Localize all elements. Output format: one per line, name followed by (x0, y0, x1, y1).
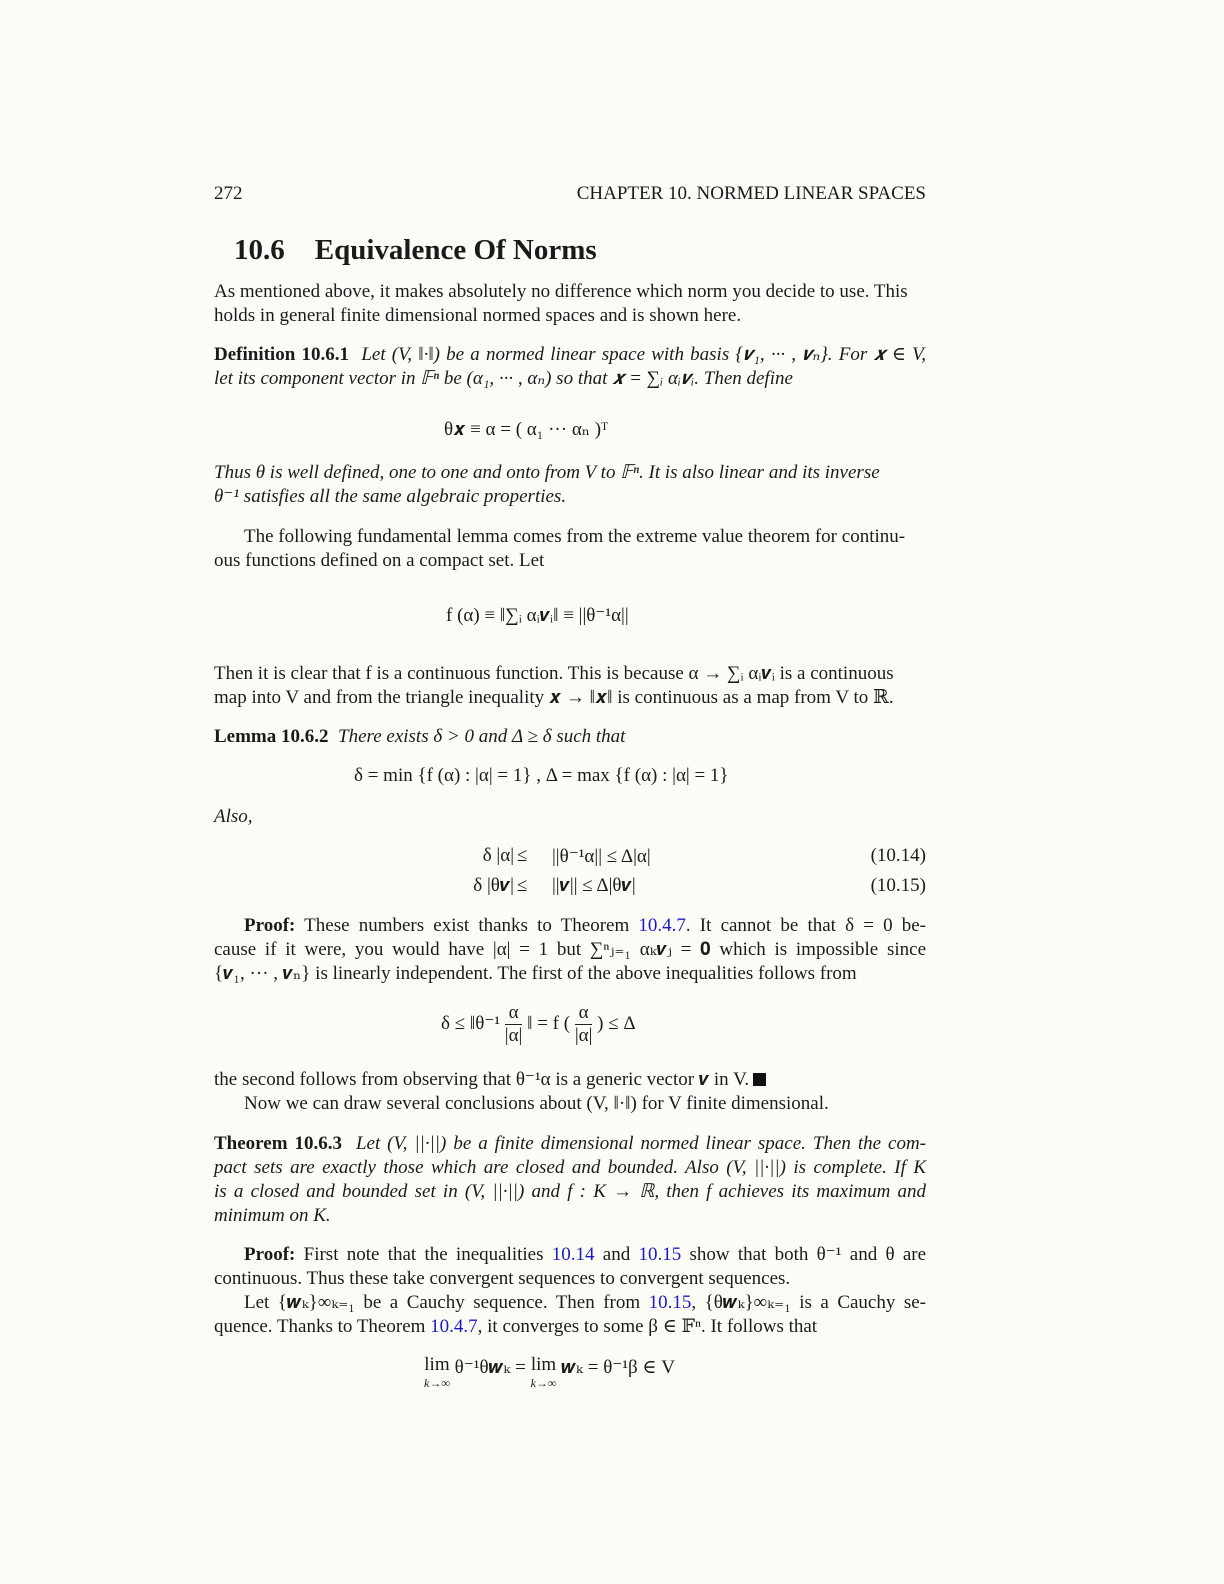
numerator: α (575, 1002, 593, 1025)
lim-text: lim (530, 1354, 557, 1375)
theorem-block (214, 1132, 926, 1228)
text-line: Thus θ is well defined, one to one and onto from V to 𝔽ⁿ. It is also linear and its inverse (214, 462, 880, 483)
text-line: θ⁻¹ satisfies all the same algebraic properties. (214, 486, 567, 507)
running-header: CHAPTER 10. NORMED LINEAR SPACES (576, 183, 926, 204)
qed-square-icon (753, 1073, 766, 1086)
page-number: 272 (214, 183, 243, 204)
text-line: let its component vector in 𝔽ⁿ be (α₁, ··· , αₙ) so that 𝒙 = ∑ᵢ αᵢ𝒗ᵢ. Then define (214, 368, 793, 389)
text-line: holds in general finite dimensional normed spaces and is shown here. (214, 305, 742, 326)
equation-number: (10.14) (870, 845, 926, 866)
text-span: show that both θ⁻¹ and θ are (689, 1244, 927, 1265)
eq-part: θ⁻¹θ𝒘ₖ = (454, 1357, 526, 1378)
definition-continuation (214, 461, 926, 509)
equation-link-10-15[interactable]: 10.15 (648, 1292, 692, 1313)
text-line: is a closed and bounded set in (V, ||·||) and f : K → ℝ, then f achieves its maximum and (214, 1181, 926, 1202)
text-span: First note that the inequalities (303, 1244, 544, 1265)
text-line: minimum on K. (214, 1205, 331, 1226)
text-span: These numbers exist thanks to Theorem (304, 915, 630, 936)
equation-number: (10.15) (870, 875, 926, 896)
proof-label: Proof: (244, 915, 296, 936)
text-span: and (602, 1244, 631, 1265)
ineq-relation: ≤ (517, 845, 528, 866)
text-span: , {θ𝒘ₖ}∞ₖ₌₁ is a Cauchy se- (691, 1292, 926, 1313)
theorem-label: Theorem 10.6.3 (214, 1133, 342, 1154)
theorem-proof (214, 1243, 926, 1339)
text-line: Then it is clear that f is a continuous function. This is because α → ∑ᵢ αᵢ𝒗ᵢ is a continuous (214, 663, 894, 684)
text-line: Let (V, ‖·‖) be a normed linear space with basis {𝒗₁, ··· , 𝒗ₙ}. For 𝒙 ∈ V, (361, 344, 926, 365)
ineq-rhs: ||θ⁻¹α|| ≤ Δ|α| (552, 846, 651, 867)
lemma-proof (214, 914, 926, 986)
ineq-lhs: δ |θ𝒗| (473, 875, 514, 896)
theorem-link-10-4-7[interactable]: 10.4.7 (638, 915, 686, 936)
lim-text: lim (424, 1354, 450, 1375)
limit-operator (531, 1356, 557, 1392)
limit-operator (424, 1356, 450, 1392)
also-text: Also, (214, 806, 253, 827)
text-line: The following fundamental lemma comes from the extreme value theorem for continu- (244, 526, 906, 547)
bound-equation (441, 1002, 636, 1047)
text-line: As mentioned above, it makes absolutely no difference which norm you decide to use. This (214, 281, 908, 302)
theorem-link-10-4-7[interactable]: 10.4.7 (430, 1316, 478, 1337)
eq-part: 𝒘ₖ = θ⁻¹β ∈ V (561, 1357, 675, 1378)
text-span: the second follows from observing that θ⁻¹α is a generic vector 𝒗 in V. (214, 1069, 750, 1090)
text-line: {𝒗₁, ··· , 𝒗ₙ} is linearly independent. The first of the above inequalities follows from (214, 963, 857, 984)
ineq-rhs: ||𝒗|| ≤ Δ|θ𝒗| (552, 875, 636, 896)
lim-subscript: k→∞ (530, 1376, 557, 1390)
section-number: 10.6 (234, 234, 285, 266)
equation-link-10-14[interactable]: 10.14 (551, 1244, 595, 1265)
fraction (575, 1002, 593, 1047)
f-definition-equation: f (α) ≡ ‖∑ᵢ αᵢ𝒗ᵢ‖ ≡ ||θ⁻¹α|| (446, 605, 629, 626)
denominator: |α| (504, 1025, 523, 1046)
definition-label: Definition 10.6.1 (214, 344, 349, 365)
section-heading (234, 234, 597, 267)
fraction (505, 1002, 523, 1047)
limit-equation (424, 1356, 675, 1392)
text-line: pact sets are exactly those which are closed and bounded. Also (V, ||·||) is complete. If K (214, 1157, 926, 1178)
intro-paragraph (214, 280, 926, 328)
ineq-relation: ≤ (517, 875, 528, 896)
eq-part: ) ≤ Δ (597, 1012, 636, 1034)
text-span: quence. Thanks to Theorem (214, 1316, 426, 1337)
numerator: α (505, 1002, 523, 1025)
text-span: , it converges to some β ∈ 𝔽ⁿ. It follows that (477, 1316, 818, 1337)
text-span: Let (V, ||·||) be a finite dimensional normed linear space. Then the com- (355, 1133, 926, 1154)
text-line: map into V and from the triangle inequality 𝒙 → ‖𝒙‖ is continuous as a map from V to ℝ. (214, 687, 894, 708)
section-title: Equivalence Of Norms (314, 234, 597, 266)
lemma-intro-paragraph-2 (214, 549, 926, 573)
text-line: ous functions defined on a compact set. Let (214, 550, 545, 571)
transition-paragraph: Now we can draw several conclusions about (V, ‖·‖) for V finite dimensional. (244, 1093, 829, 1114)
text-span: Let {𝒘ₖ}∞ₖ₌₁ be a Cauchy sequence. Then from (244, 1292, 641, 1313)
proof-label: Proof: (244, 1244, 296, 1265)
text-span: . It cannot be that δ = 0 be- (685, 915, 926, 936)
definition-block (214, 343, 926, 391)
eq-part: ‖ = f ( (527, 1012, 571, 1034)
equation-link-10-15[interactable]: 10.15 (638, 1244, 682, 1265)
lemma-min-max-equation: δ = min {f (α) : |α| = 1} , Δ = max {f (α) : |α| = 1} (354, 765, 729, 786)
denominator: |α| (574, 1025, 593, 1046)
definition-equation: θ𝒙 ≡ α = ( α₁ ··· αₙ )ᵀ (444, 419, 608, 440)
continuity-paragraph (214, 662, 926, 710)
proof-conclusion (214, 1068, 926, 1092)
text-line: continuous. Thus these take convergent sequences to convergent sequences. (214, 1268, 791, 1289)
lemma-label: Lemma 10.6.2 (214, 726, 329, 747)
text-line: cause if it were, you would have |α| = 1 but ∑ⁿⱼ₌₁ αₖ𝒗ⱼ = 𝟎 which is impossible since (214, 939, 926, 960)
ineq-lhs: δ |α| (482, 845, 514, 866)
lemma-block (214, 725, 926, 749)
lemma-intro-paragraph (214, 525, 926, 549)
lim-subscript: k→∞ (424, 1376, 450, 1390)
lemma-statement: There exists δ > 0 and Δ ≥ δ such that (338, 726, 626, 747)
eq-part: δ ≤ ‖θ⁻¹ (441, 1012, 501, 1034)
